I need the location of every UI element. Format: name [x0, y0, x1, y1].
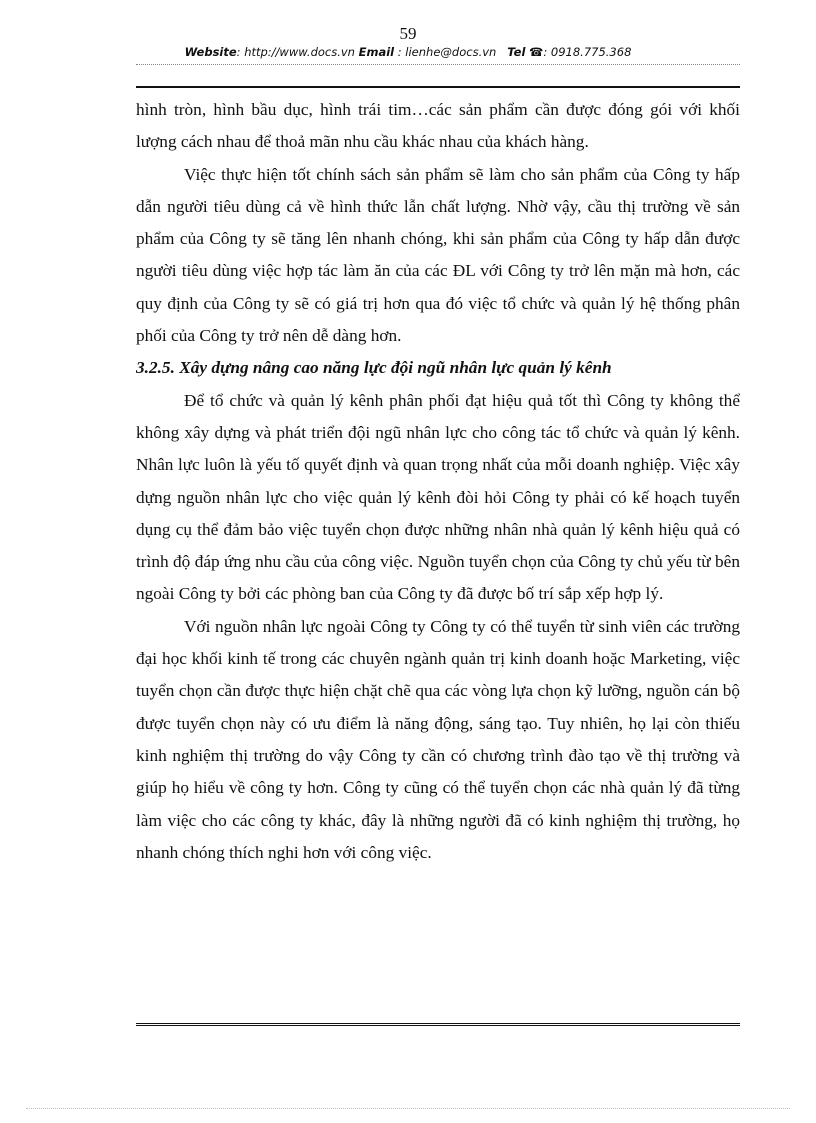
document-body	[136, 94, 740, 869]
page-number: 59	[399, 24, 417, 43]
header-dotted-rule	[136, 64, 740, 65]
email-address[interactable]: : lienhe@docs.vn	[394, 45, 497, 59]
tel-number: : 0918.775.368	[543, 45, 632, 59]
website-url[interactable]: : http://www.docs.vn	[236, 45, 355, 59]
paragraph-4: Với nguồn nhân lực ngoài Công ty Công ty có thể tuyển từ sinh viên các trường đại học khối kinh tế trong các chuyên ngành quản trị kinh doanh hoặc Marketing, việc tuyển chọn cần được thực hiện chặt chẽ qua các vòng lựa chọn kỹ lưỡng, nguồn cán bộ được tuyển chọn này có ưu điểm là năng động, sáng tạo. Tuy nhiên, họ lại còn thiếu kinh nghiệm thị trường do vậy Công ty cần có chương trình đào tạo về thị trường và giúp họ hiểu về công ty hơn. Công ty cũng có thể tuyển chọn các nhà quản lý đã từng làm việc cho các công ty khác, đây là những người đã có kinh nghiệm thị trường, họ nhanh chóng thích nghi hơn với công việc.	[136, 616, 740, 862]
section-heading: 3.2.5. Xây dựng nâng cao năng lực đội ngũ nhân lực quản lý kênh	[136, 358, 612, 378]
header-rule	[136, 86, 740, 88]
footer-rule	[136, 1023, 740, 1026]
page-bottom-divider	[26, 1108, 790, 1109]
website-label: Website	[184, 45, 237, 59]
tel-label: Tel	[507, 45, 526, 59]
phone-icon: ☎	[529, 45, 544, 59]
paragraph-2: Việc thực hiện tốt chính sách sản phẩm sẽ làm cho sản phẩm của Công ty hấp dẫn người tiêu dùng cả về hình thức lẫn chất lượng. Nhờ vậy, cầu thị trường về sản phẩm của Công ty sẽ tăng lên nhanh chóng, khi sản phẩm của Công ty hấp dẫn được người tiêu dùng việc hợp tác làm ăn của các ĐL với Công ty trở lên mặn mà hơn, các quy định của Công ty sẽ có giá trị hơn qua đó việc tổ chức và quản lý hệ thống phân phối của Công ty trở nên dễ dàng hơn.	[136, 164, 740, 346]
site-contact-line	[0, 44, 816, 60]
email-label: Email	[358, 45, 395, 59]
paragraph-3: Để tổ chức và quản lý kênh phân phối đạt hiệu quả tốt thì Công ty không thể không xây dựng và phát triển đội ngũ nhân lực cho công tác tổ chức và quản lý kênh. Nhân lực luôn là yếu tố quyết định và quan trọng nhất của mỗi doanh nghiệp. Việc xây dựng nguồn nhân lực cho việc quản lý kênh đòi hỏi Công ty phải có kế hoạch tuyển dụng cụ thể đảm bảo việc tuyển chọn được những nhân nhà quản lý kênh hiệu quả có trình độ đáp ứng nhu cầu của công việc. Nguồn tuyển chọn của Công ty chủ yếu từ bên ngoài Công ty bởi các phòng ban của Công ty đã được bố trí sắp xếp hợp lý.	[136, 390, 740, 604]
paragraph-1: hình tròn, hình bầu dục, hình trái tim…các sản phẩm cần được đóng gói với khối lượng cách nhau để thoả mãn nhu cầu khác nhau của khách hàng.	[136, 100, 740, 152]
